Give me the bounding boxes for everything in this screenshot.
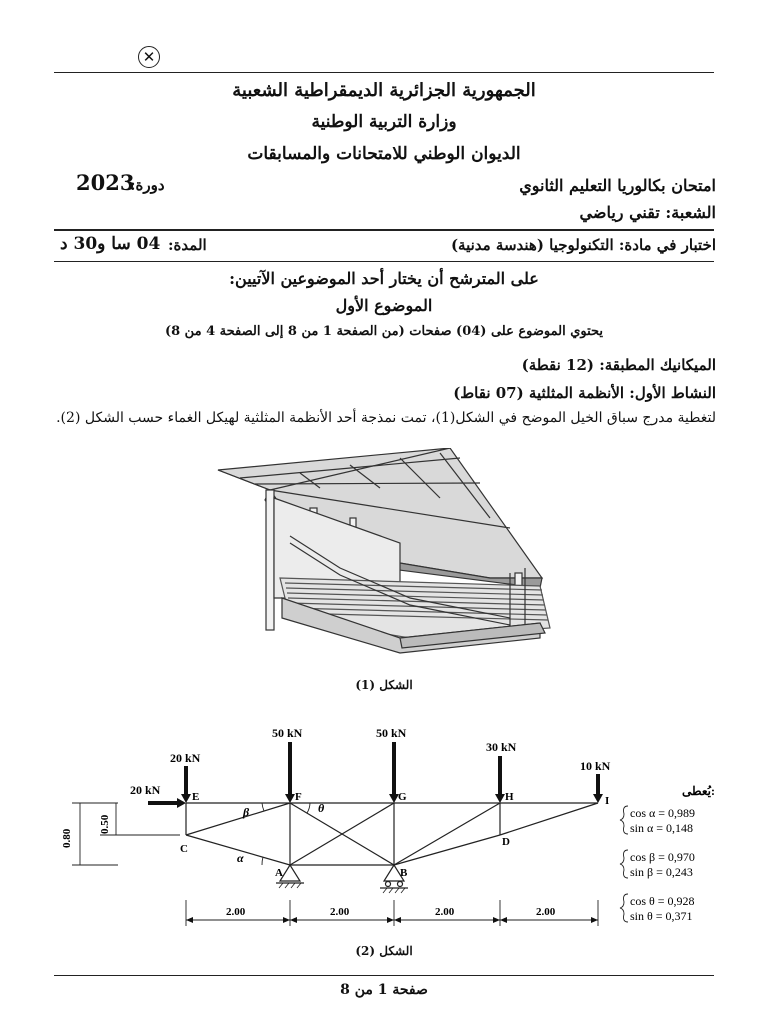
span-3: 2.00 (435, 906, 455, 918)
angle-theta: θ (318, 801, 325, 815)
load-label-i: 10 kN (580, 759, 611, 773)
sin-theta: sin θ = 0,371 (630, 909, 693, 923)
span-1: 2.00 (226, 906, 246, 918)
horizontal-load-label: 20 kN (130, 783, 161, 797)
supports (276, 865, 408, 888)
load-label-h: 30 kN (486, 740, 517, 754)
height-080: 0.80 (61, 828, 73, 848)
footer-rule (54, 975, 714, 976)
problem-statement: لتغطية مدرج سباق الخيل الموضح في الشكل(1)، تمت نمذجة أحد الأنظمة المثلثية لهيكل الغماء حسب الشكل (2). (56, 410, 716, 426)
node-b: B (400, 867, 408, 879)
height-050: 0.50 (99, 814, 111, 834)
sin-beta: sin β = 0,243 (630, 865, 693, 879)
given-label: يُعطى: (682, 784, 715, 798)
activity-heading: النشاط الأول: الأنظمة المثلثية (07 نقاط) (453, 384, 716, 402)
node-i: I (605, 795, 610, 807)
load-label-g: 50 kN (376, 726, 407, 740)
cos-beta: cos β = 0,970 (630, 850, 695, 864)
duration-value: 04 سا و30 د (60, 234, 161, 254)
node-a: A (275, 867, 283, 879)
node-c: C (180, 843, 188, 855)
sin-alpha: sin α = 0,148 (630, 821, 694, 835)
angle-alpha: α (237, 851, 244, 865)
instruction: على المترشح أن يختار أحد الموضوعين الآتيين: (229, 269, 539, 288)
node-h: H (505, 791, 514, 803)
office-title: الديوان الوطني للامتحانات والمسابقات (247, 144, 521, 164)
topic-title: الموضوع الأول (335, 296, 433, 315)
session-year: 2023 (76, 170, 135, 195)
republic-title: الجمهورية الجزائرية الديمقراطية الشعبية (232, 80, 536, 101)
span-2: 2.00 (330, 906, 350, 918)
load-label-e: 20 kN (170, 751, 201, 765)
cos-theta: cos θ = 0,928 (630, 894, 695, 908)
node-d: D (502, 836, 510, 848)
span-4: 2.00 (536, 906, 556, 918)
branch: الشعبة: تقني رياضي (579, 203, 716, 222)
figure1-caption: الشكل (1) (355, 678, 413, 692)
pages-note: يحتوي الموضوع على (04) صفحات (من الصفحة 1 من 8 إلى الصفحة 4 من 8) (164, 324, 604, 339)
exam-title: امتحان بكالوريا التعليم الثانوي (519, 176, 716, 195)
cos-alpha: cos α = 0,989 (630, 806, 696, 820)
ministry-title: وزارة التربية الوطنية (311, 112, 457, 132)
load-label-f: 50 kN (272, 726, 303, 740)
crossed-circle-icon: ✕ (138, 46, 160, 68)
session-label: دورة: (130, 176, 165, 194)
figure2-caption: الشكل (2) (355, 944, 413, 958)
node-f: F (295, 791, 302, 803)
mechanics-heading: الميكانيك المطبقة: (12 نقطة) (521, 356, 716, 374)
duration-label: المدة: (168, 236, 207, 254)
node-g: G (398, 791, 407, 803)
page-number: صفحة 1 من 8 (340, 982, 428, 998)
angle-beta: β (243, 805, 250, 819)
subject: اختبار في مادة: التكنولوجيا (هندسة مدنية) (450, 236, 716, 254)
node-e: E (192, 791, 200, 803)
load-arrows (148, 742, 598, 803)
